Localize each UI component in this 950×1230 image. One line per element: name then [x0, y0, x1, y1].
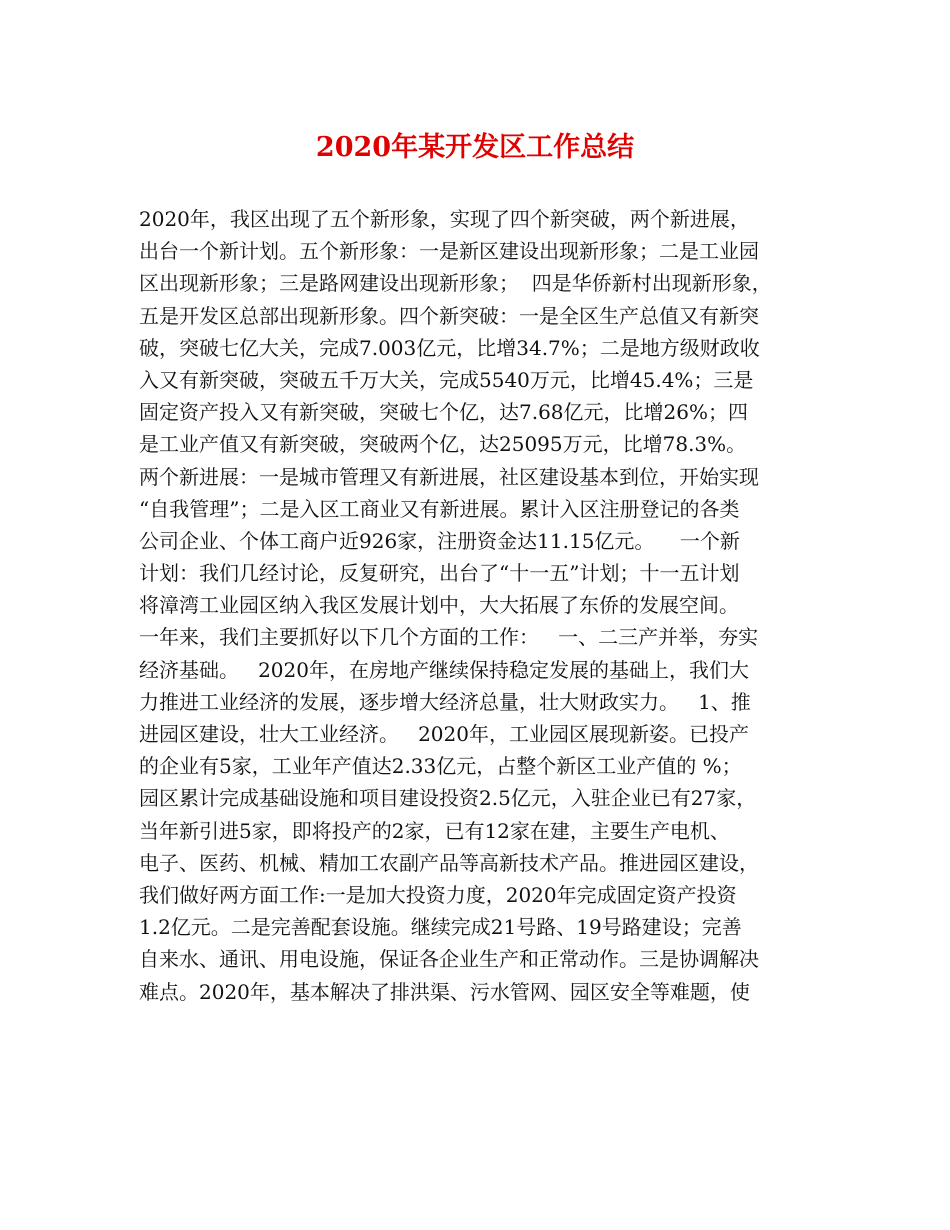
body-line: 出台一个新计划。五个新形象：一是新区建设出现新形象；二是工业园	[139, 239, 759, 264]
body-line: 自来水、通讯、用电设施，保证各企业生产和正常动作。三是协调解决	[139, 947, 759, 972]
body-line: 固定资产投入又有新突破，突破七个亿，达7.68亿元，比增26%；四	[139, 400, 748, 425]
body-line: 将漳湾工业园区纳入我区发展计划中，大大拓展了东侨的发展空间。	[139, 593, 739, 618]
body-line: 公司企业、个体工商户近926家，注册资金达11.15亿元。 一个新	[139, 528, 740, 553]
body-line: 入又有新突破，突破五千万大关，完成5540万元，比增45.4%；三是	[139, 367, 754, 392]
body-line: 园区累计完成基础设施和项目建设投资2.5亿元，入驻企业已有27家，	[139, 786, 757, 811]
body-line: 1.2亿元。二是完善配套设施。继续完成21号路、19号路建设；完善	[139, 915, 742, 940]
body-line: 的企业有5家，工业年产值达2.33亿元，占整个新区工业产值的 %；	[139, 754, 742, 779]
body-line: 我们做好两方面工作:一是加大投资力度，2020年完成固定资产投资	[139, 882, 737, 907]
document-body	[139, 203, 819, 1008]
body-line: 一年来，我们主要抓好以下几个方面的工作： 一、二三产并举，夯实	[139, 625, 759, 650]
body-line: 当年新引进5家，即将投产的2家，已有12家在建，主要生产电机、	[139, 818, 730, 843]
body-line: 经济基础。 2020年，在房地产继续保持稳定发展的基础上，我们大	[139, 657, 749, 682]
body-line: “自我管理”；二是入区工商业又有新进展。累计入区注册登记的各类	[139, 496, 740, 521]
body-line: 2020年，我区出现了五个新形象，实现了四个新突破，两个新进展，	[139, 207, 750, 231]
body-line: 难点。2020年，基本解决了排洪渠、污水管网、园区安全等难题，使	[139, 979, 750, 1004]
body-line: 破，突破七亿大关，完成7.003亿元，比增34.7%；二是地方级财政收	[139, 335, 760, 360]
body-line: 是工业产值又有新突破，突破两个亿，达25095万元，比增78.3%。	[139, 432, 747, 457]
body-line: 五是开发区总部出现新形象。四个新突破：一是全区生产总值又有新突	[139, 303, 759, 328]
body-line: 区出现新形象；三是路网建设出现新形象； 四是华侨新村出现新形象，	[139, 271, 772, 296]
body-line: 两个新进展：一是城市管理又有新进展，社区建设基本到位，开始实现	[139, 464, 759, 489]
body-line: 计划：我们几经讨论，反复研究，出台了“十一五”计划；十一五计划	[139, 561, 740, 586]
body-line: 进园区建设，壮大工业经济。 2020年，工业园区展现新姿。已投产	[139, 722, 749, 746]
document-title: 2020年某开发区工作总结	[315, 132, 635, 163]
body-line: 电子、医药、机械、精加工农副产品等高新技术产品。推进园区建设，	[139, 850, 759, 875]
body-line: 力推进工业经济的发展，逐步增大经济总量，壮大财政实力。 1、推	[139, 689, 751, 714]
